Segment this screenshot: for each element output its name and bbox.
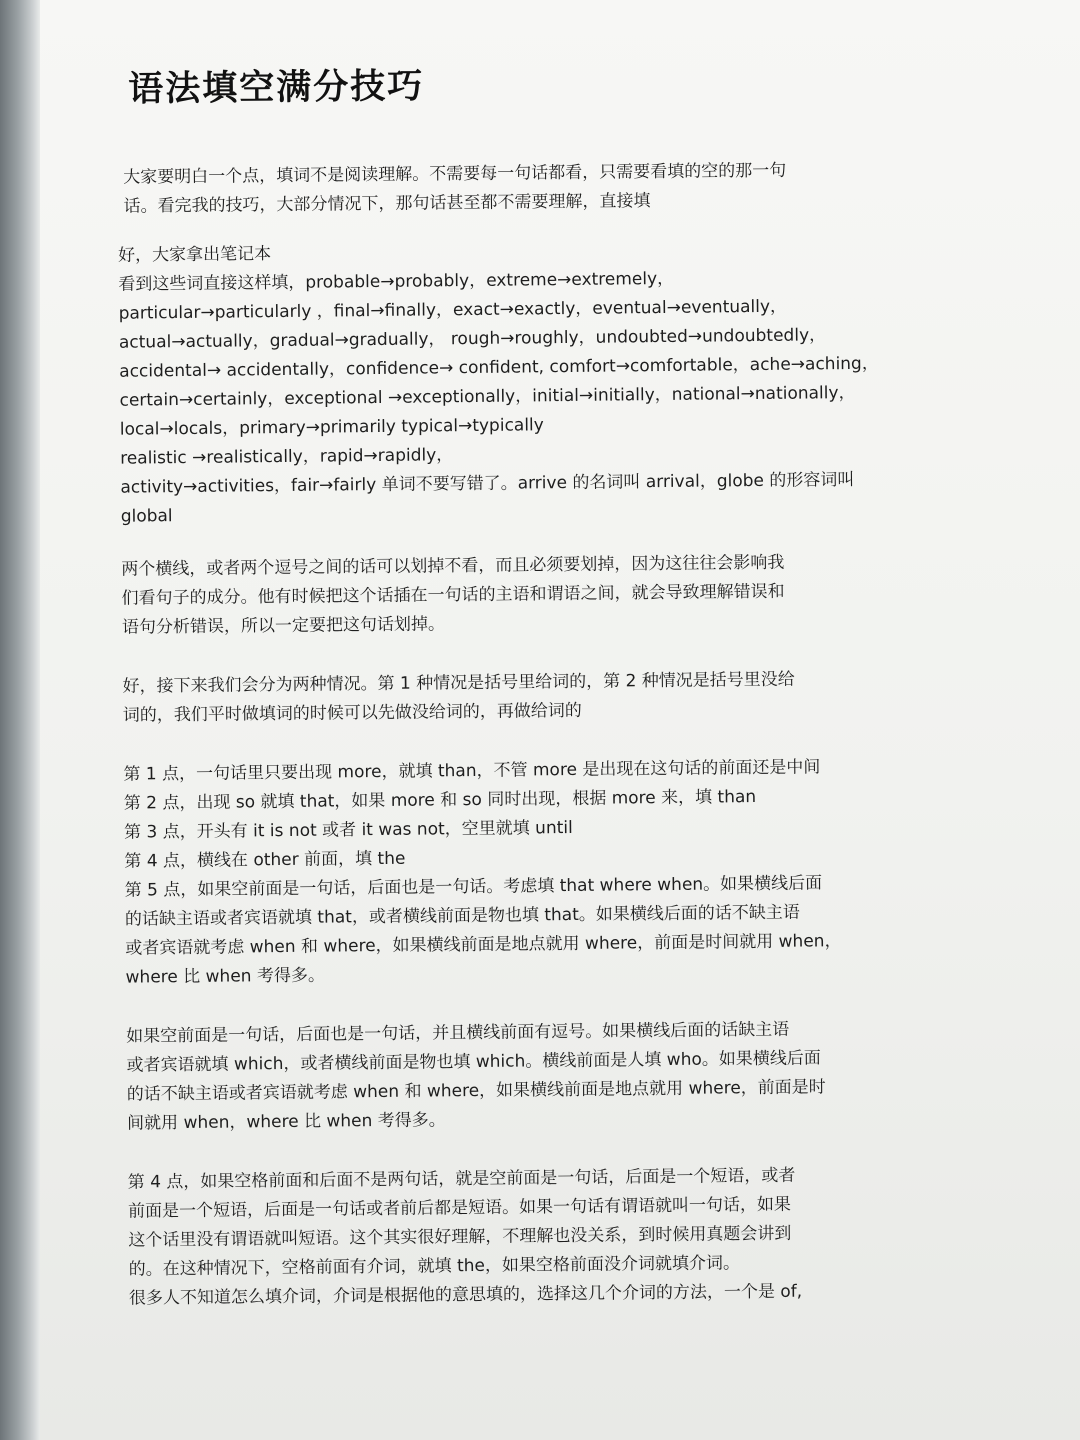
text-line: 这个话里没有谓语就叫短语。这个其实很好理解，不理解也没关系，到时候用真题会讲到 — [128, 1223, 792, 1251]
text-line: 语句分析错误，所以一定要把这句话划掉。 — [121, 614, 446, 638]
text-line: 第 3 点，开头有 it is not 或者 it was not，空里就填 until — [123, 817, 573, 843]
text-line: 好，大家拿出笔记本 — [117, 244, 272, 266]
text-line: 很多人不知道怎么填介词，介词是根据他的意思填的，选择这几个介词的方法，一个是 of, — [128, 1281, 803, 1309]
text-line: 间就用 when，where 比 when 考得多。 — [127, 1110, 446, 1134]
page-content — [88, 53, 931, 1314]
text-line: local→locals，primary→primarily typical→typically — [119, 415, 544, 440]
page-title: 语法填空满分技巧 — [128, 66, 425, 110]
points-list — [123, 752, 927, 992]
text-line: 话。看完我的技巧，大部分情况下，那句话甚至都不需要理解，直接填 — [123, 191, 651, 217]
text-line: global — [120, 506, 173, 527]
text-line: 的话不缺主语或者宾语就考虑 when 和 where，如果横线前面是地点就用 where，前面是时 — [126, 1077, 826, 1105]
text-line: accidental→ accidentally，confidence→ confident, comfort→comfortable，ache→aching， — [119, 353, 879, 382]
text-line: particular→particularly ，final→finally，exact→exactly，eventual→eventually， — [118, 296, 788, 324]
vocab-list — [118, 233, 931, 1313]
text-line: 好，接下来我们会分为两种情况。第 1 种情况是括号里给词的，第 2 种情况是括号里没给 — [122, 669, 795, 697]
text-line: 两个横线，或者两个逗号之间的话可以划掉不看，而且必须要划掉，因为这往往会影响我 — [121, 552, 785, 580]
text-line: 第 4 点，横线在 other 前面，填 the — [124, 848, 406, 872]
text-line: 或者宾语就填 which，或者横线前面是物也填 which。横线前面是人填 who。如果横线后面 — [126, 1048, 821, 1076]
text-line: where 比 when 考得多。 — [125, 965, 326, 988]
text-line: 第 2 点，出现 so 就填 that，如果 more 和 so 同时出现，根据 more 来，填 than — [123, 787, 757, 814]
text-line: certain→certainly，exceptional →exceptionally，initial→initially，national→nationally， — [119, 382, 856, 411]
text-line: actual→actually，gradual→gradually， rough→roughly，undoubted→undoubtedly， — [118, 325, 827, 353]
comma-case-paragraph — [126, 1014, 929, 1138]
text-line: 第 4 点，如果空格前面和后面不是两句话，就是空前面是一句话，后面是一个短语，或者 — [127, 1165, 796, 1193]
text-line: 们看句子的成分。他有时候把这个话插在一句话的主语和谓语之间，就会导致理解错误和 — [121, 581, 785, 609]
text-line: 第 1 点，一句话里只要出现 more，就填 than，不管 more 是出现在这句话的前面还是中间 — [123, 757, 821, 785]
dash-rule-paragraph — [121, 547, 924, 642]
book-spine-shadow — [0, 0, 40, 1440]
text-line: 的。在这种情况下，空格前面有介词，就填 the，如果空格前面没介词就填介词。 — [128, 1253, 741, 1280]
intro-paragraph — [123, 155, 920, 221]
text-line: 大家要明白一个点，填词不是阅读理解。不需要每一句话都看，只需要看填的空的那一句 — [123, 160, 787, 188]
text-line: activity→activities，fair→fairly 单词不要写错了。arrive 的名词叫 arrival，globe 的形容词叫 — [120, 469, 855, 498]
text-line: 第 5 点，如果空前面是一句话，后面也是一句话。考虑填 that where when。如果横线后面 — [124, 873, 823, 901]
cases-paragraph — [122, 664, 925, 730]
text-line: 或者宾语就考虑 when 和 where，如果横线前面是地点就用 where，前面是时间就用 when， — [125, 931, 842, 959]
phrase-case-paragraph — [128, 1160, 931, 1313]
text-line: 前面是一个短语，后面是一句话或者前后都是短语。如果一句话有谓语就叫一句话，如果 — [127, 1194, 792, 1222]
text-line: 的话缺主语或者宾语就填 that，或者横线前面是物也填 that。如果横线后面的话不缺主语 — [124, 902, 800, 930]
text-line: 词的，我们平时做填词的时候可以先做没给词的，再做给词的 — [122, 700, 582, 726]
text-line: realistic →realistically，rapid→rapidly， — [120, 445, 454, 469]
text-line: 如果空前面是一句话，后面也是一句话，并且横线前面有逗号。如果横线后面的话缺主语 — [126, 1019, 790, 1047]
text-line: 看到这些词直接这样填，probable→probably，extreme→extremely， — [118, 268, 675, 295]
